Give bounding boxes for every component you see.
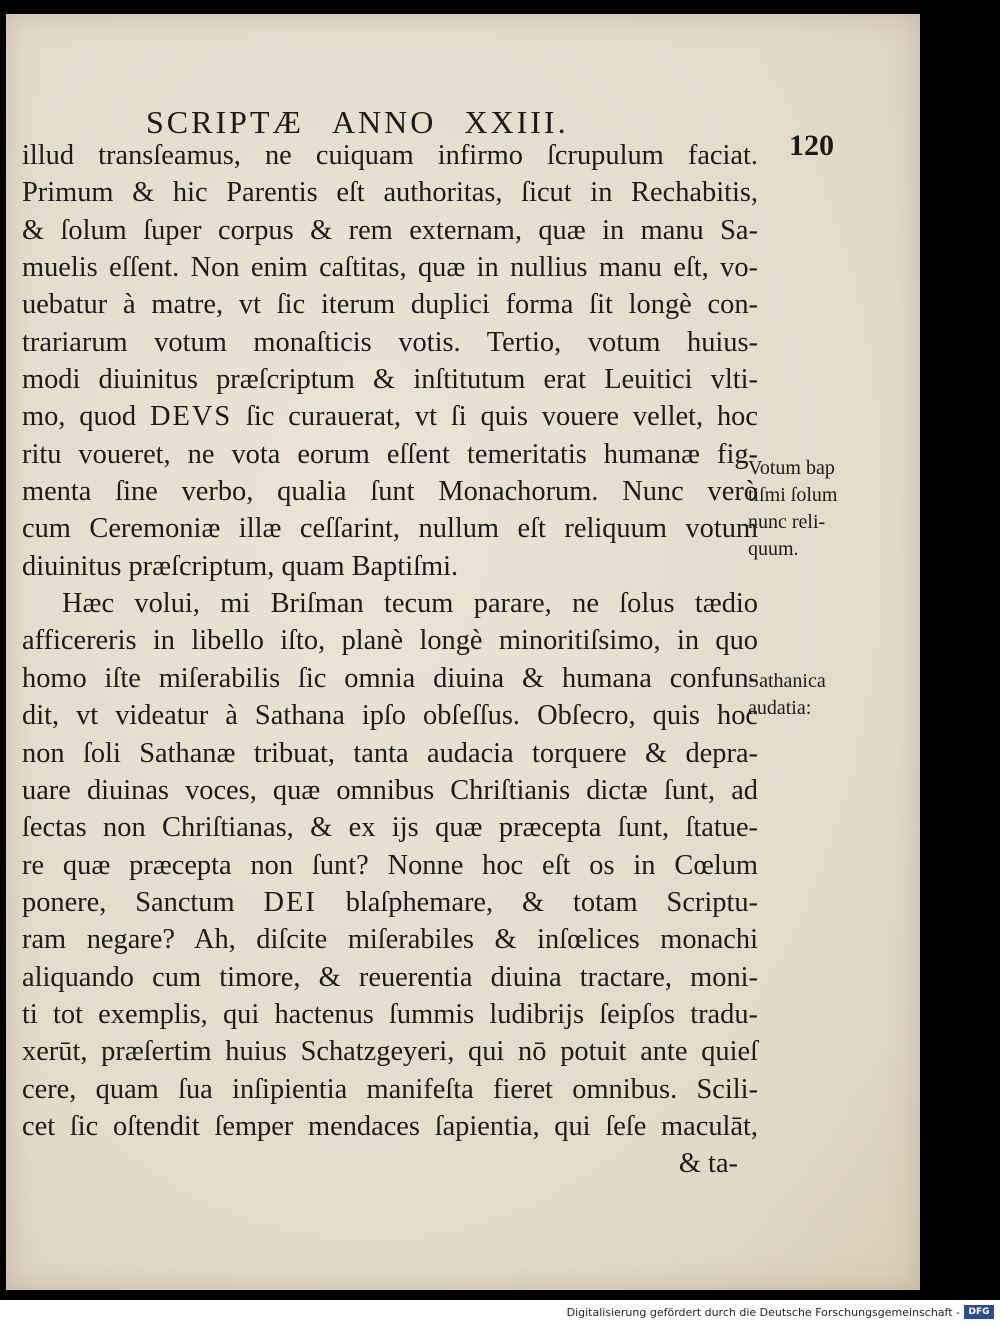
text-line: cum Ceremoniæ illæ ceſſarint, nullum eſt reliquum votum	[22, 513, 758, 545]
text-line: trariarum votum monaſticis votis. Tertio, votum huius-	[22, 326, 758, 358]
folio-number: 120	[789, 129, 834, 162]
text-line: Hæc volui, mi Briſman tecum parare, ne ſolus tædio	[62, 588, 758, 620]
running-head-word-1: SCRIPTÆ	[146, 104, 304, 140]
running-head-word-2: ANNO	[331, 104, 437, 140]
text-line: ſectas non Chriſtianas, & ex ijs quæ præcepta ſunt, ſtatue-	[22, 812, 758, 844]
text-line: cere, quam ſua inſipientia manifeſta fieret omnibus. Scili-	[22, 1073, 758, 1105]
text-line: dit, vt videatur à Sathana ipſo obſeſſus. Obſecro, quis hoc	[22, 700, 758, 732]
text-line: menta ſine verbo, qualia ſunt Monachorum. Nunc verò	[22, 476, 758, 508]
running-head	[146, 104, 597, 141]
text-line: ti tot exemplis, qui hactenus ſummis ludibrijs ſeipſos tradu-	[22, 998, 758, 1030]
marginal-line: quum.	[748, 538, 799, 560]
dfg-logo: DFG	[964, 1305, 994, 1319]
text-line: Primum & hic Parentis eſt authoritas, ſicut in Rechabitis,	[22, 177, 758, 209]
marginal-line: nunc reli-	[748, 511, 826, 533]
body-text	[22, 137, 758, 1183]
text-line: & ſolum ſuper corpus & rem externam, quæ in manu Sa-	[22, 214, 758, 246]
text-line: diuinitus præſcriptum, quam Baptiſmi.	[22, 550, 459, 582]
marginal-note-sathanica	[748, 668, 908, 722]
marginal-line: audatia:	[748, 697, 812, 719]
text-line: xerūt, præſertim huius Schatzgeyeri, qui nō potuit ante quieſ	[22, 1036, 758, 1068]
text-segment: ponere, Sanctum	[22, 886, 235, 918]
text-line: ram negare? Ah, diſcite miſerabiles & inſœlices monachi	[22, 924, 758, 956]
text-line: uebatur à matre, vt ſic iterum duplici forma ſit longè con-	[22, 289, 758, 321]
text-line: cet ſic oſtendit ſemper mendaces ſapientia, qui ſeſe maculāt,	[22, 1110, 758, 1142]
text-line: illud transſeamus, ne cuiquam infirmo ſcrupulum faciat.	[22, 140, 758, 171]
text-line: ritu voueret, ne vota eorum eſſent temeritatis humanæ fig-	[22, 438, 758, 470]
text-line: re quæ præcepta non ſunt? Nonne hoc eſt os in Cœlum	[22, 849, 758, 881]
text-line: afficereris in libello iſto, planè longè minoritiſsimo, in quo	[22, 625, 758, 657]
text-line: muelis eſſent. Non enim caſtitas, quæ in nullius manu eſt, vo-	[22, 252, 758, 284]
text-line: modi diuinitus præſcriptum & inſtitutum erat Leuitici vlti-	[22, 364, 758, 396]
running-head-word-3: XXIII.	[464, 104, 569, 140]
text-line	[22, 398, 758, 435]
text-line: non ſoli Sathanæ tribuat, tanta audacia torquere & depra-	[22, 737, 758, 769]
funding-credit: Digitalisierung gefördert durch die Deutsche Forschungsgemeinschaft -	[566, 1306, 960, 1319]
text-line	[22, 884, 758, 921]
text-segment: blaſphemare, & totam Scriptu-	[345, 886, 758, 918]
marginal-line: Sathanica	[748, 670, 826, 692]
text-segment: mo, quod	[22, 401, 137, 433]
text-line: homo iſte miſerabilis ſic omnia diuina & humana confun-	[22, 662, 758, 694]
dei-small-caps: DEI	[263, 886, 317, 918]
text-line: aliquando cum timore, & reuerentia diuina tractare, moni-	[22, 961, 758, 993]
catchword: & ta-	[678, 1148, 738, 1180]
marginal-line: Votum bap	[748, 457, 835, 479]
deus-small-caps: DEVS	[149, 401, 233, 433]
text-line: uare diuinas voces, quæ omnibus Chriſtianis dictæ ſunt, ad	[22, 774, 758, 806]
text-segment: ſic curauerat, vt ſi quis vouere vellet, hoc	[246, 401, 758, 433]
marginal-note-baptism	[748, 455, 908, 563]
digitization-footer	[0, 1300, 1000, 1326]
marginal-line: tiſmi ſolum	[748, 484, 838, 506]
